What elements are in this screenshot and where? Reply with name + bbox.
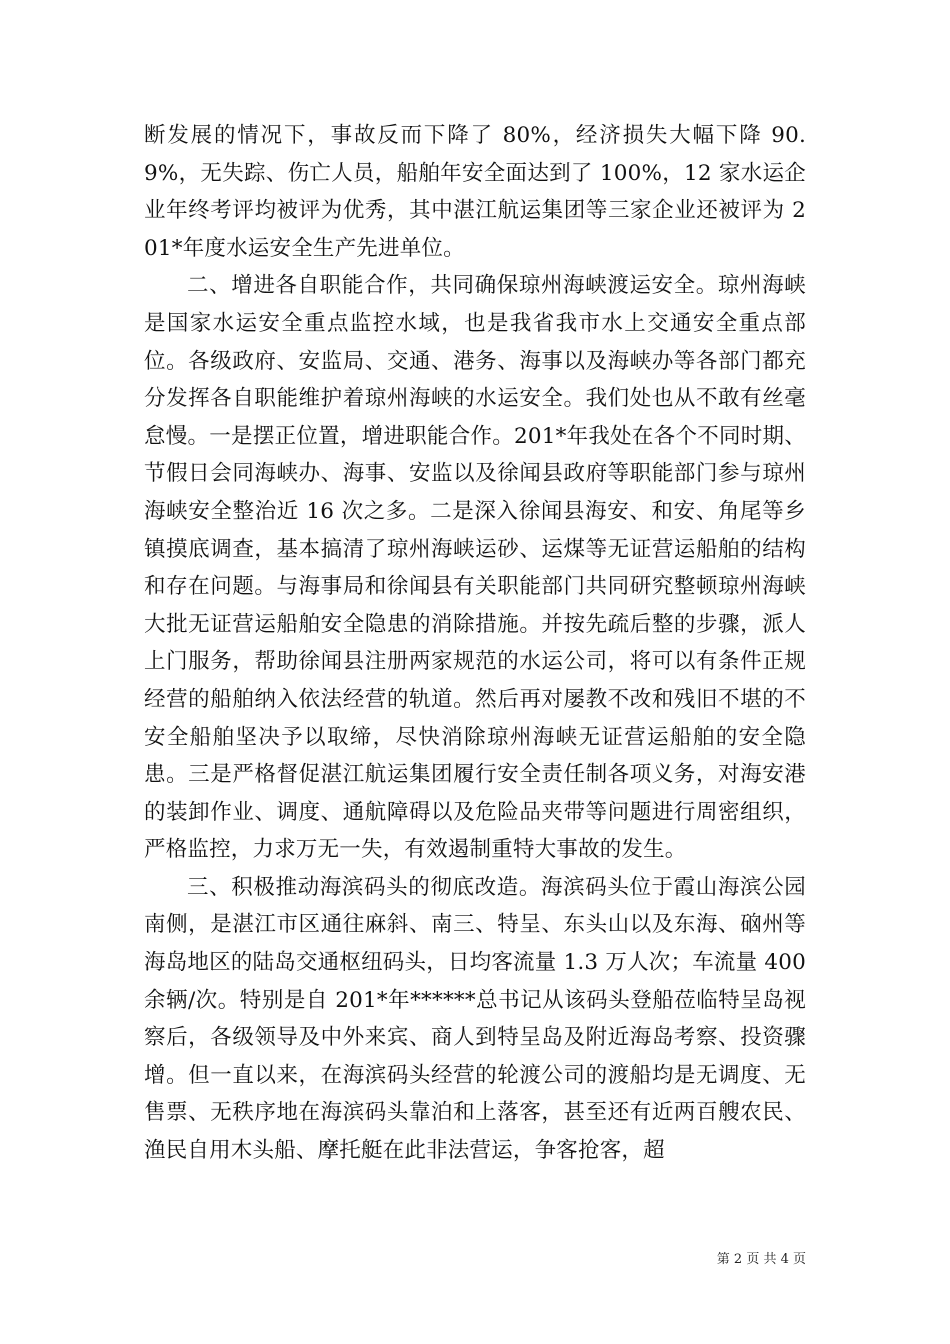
paragraph-3: 三、积极推动海滨码头的彻底改造。海滨码头位于霞山海滨公园南侧，是湛江市区通往麻斜、南三、特呈、东头山以及东海、硇州等海岛地区的陆岛交通枢纽码头，日均客流量 1.3 万人次；车流量 400 余辆/次。特别是自 201*年******总书记从该码头登船莅临特呈岛视察后，各级领导及中外来宾、商人到特呈岛及附近海岛考察、投资骤增。但一直以来，在海滨码头经营的轮渡公司的渡船均是无调度、无售票、无秩序地在海滨码头靠泊和上落客，甚至还有近两百艘农民、渔民自用木头船、摩托艇在此非法营运，争客抢客，超 — [144, 874, 806, 1164]
paragraph-2: 二、增进各自职能合作，共同确保琼州海峡渡运安全。琼州海峡是国家水运安全重点监控水域，也是我省我市水上交通安全重点部位。各级政府、安监局、交通、港务、海事以及海峡办等各部门都充分发挥各自职能维护着琼州海峡的水运安全。我们处也从不敢有丝毫怠慢。一是摆正位置，增进职能合作。201*年我处在各个不同时期、节假日会同海峡办、海事、安监以及徐闻县政府等职能部门参与琼州海峡安全整治近 16 次之多。二是深入徐闻县海安、和安、角尾等乡镇摸底调查，基本搞清了琼州海峡运砂、运煤等无证营运船舶的结构和存在问题。与海事局和徐闻县有关职能部门共同研究整顿琼州海峡大批无证营运船舶安全隐患的消除措施。并按先疏后整的步骤，派人上门服务，帮助徐闻县注册两家规范的水运公司，将可以有条件正规经营的船舶纳入依法经营的轨道。然后再对屡教不改和残旧不堪的不安全船舶坚决予以取缔，尽快消除琼州海峡无证营运船舶的安全隐患。三是严格督促湛江航运集团履行安全责任制各项义务，对海安港的装卸作业、调度、通航障碍以及危险品夹带等问题进行周密组织，严格监控，力求万无一失，有效遏制重特大事故的发生。 — [144, 273, 806, 863]
page-number-footer: 第 2 页 共 4 页 — [716, 1252, 806, 1267]
document-body — [144, 117, 806, 1170]
paragraph-1: 断发展的情况下，事故反而下降了 80%，经济损失大幅下降 90.9%，无失踪、伤亡人员，船舶年安全面达到了 100%，12 家水运企业年终考评均被评为优秀，其中湛江航运集团等三家企业还被评为 201*年度水运安全生产先进单位。 — [144, 123, 806, 261]
